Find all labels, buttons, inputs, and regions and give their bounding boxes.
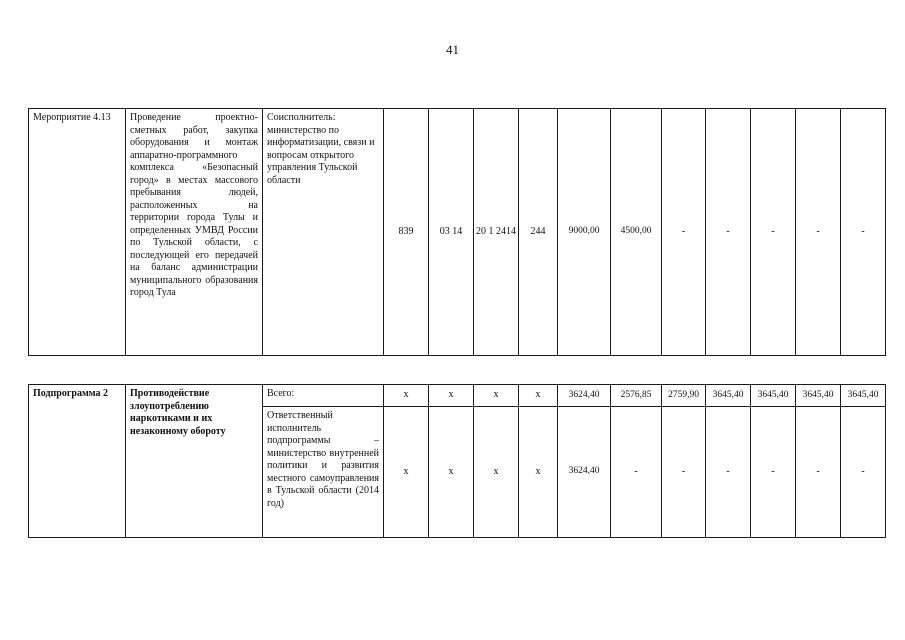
table-row [29, 385, 886, 407]
section-code: х [429, 407, 474, 538]
amount-cell: 3624,40 [558, 385, 611, 407]
subprogram-description: Противодействие злоупотреблению наркотиками и их незаконному обороту [126, 385, 263, 538]
amount-cell: 3645,40 [796, 385, 841, 407]
amount-cell: 9000,00 [558, 109, 611, 356]
amount-cell: - [796, 407, 841, 538]
measure-description: Проведение проектно-сметных работ, закупка оборудования и монтаж аппаратно-программного комплекса «Безопасный город» в местах массового пребывания людей, расположенных на территории города Тулы и определенных УМВД России по Тульской области, с последующей его передачей на баланс администрации муниципального образования город Тула [126, 109, 263, 356]
target-code: х [474, 385, 519, 407]
measure-executor: Соисполнитель: министерство по информатизации, связи и вопросам открытого управления Тульской области [263, 109, 384, 356]
table-row [29, 109, 886, 356]
amount-cell: - [751, 407, 796, 538]
expense-type: х [519, 385, 558, 407]
amount-cell: 4500,00 [611, 109, 662, 356]
amount-cell: 3645,40 [751, 385, 796, 407]
grbs-code: х [384, 385, 429, 407]
amount-cell: 3645,40 [841, 385, 886, 407]
amount-cell: 3645,40 [706, 385, 751, 407]
section-code: х [429, 385, 474, 407]
amount-cell: - [706, 407, 751, 538]
measure-name: Мероприятие 4.13 [29, 109, 126, 356]
amount-cell: 2576,85 [611, 385, 662, 407]
page-number: 41 [446, 42, 459, 57]
measure-table [28, 108, 886, 356]
amount-cell: - [751, 109, 796, 356]
amount-cell: 2759,90 [662, 385, 706, 407]
amount-cell: - [706, 109, 751, 356]
amount-cell: - [662, 407, 706, 538]
responsible-executor: Ответственный исполнитель подпрограммы – министерство внутренней политики и развития местного самоуправления в Тульской области (2014 год) [263, 407, 384, 538]
subprogram-table [28, 384, 886, 538]
amount-cell: - [611, 407, 662, 538]
total-label: Всего: [263, 385, 384, 407]
expense-type: 244 [519, 109, 558, 356]
target-code: х [474, 407, 519, 538]
grbs-code: 839 [384, 109, 429, 356]
amount-cell: - [841, 407, 886, 538]
section-code: 03 14 [429, 109, 474, 356]
amount-cell: - [796, 109, 841, 356]
amount-cell: - [841, 109, 886, 356]
subprogram-name: Подпрограмма 2 [29, 385, 126, 538]
grbs-code: х [384, 407, 429, 538]
amount-cell: - [662, 109, 706, 356]
expense-type: х [519, 407, 558, 538]
amount-cell: 3624,40 [558, 407, 611, 538]
target-code: 20 1 2414 [474, 109, 519, 356]
